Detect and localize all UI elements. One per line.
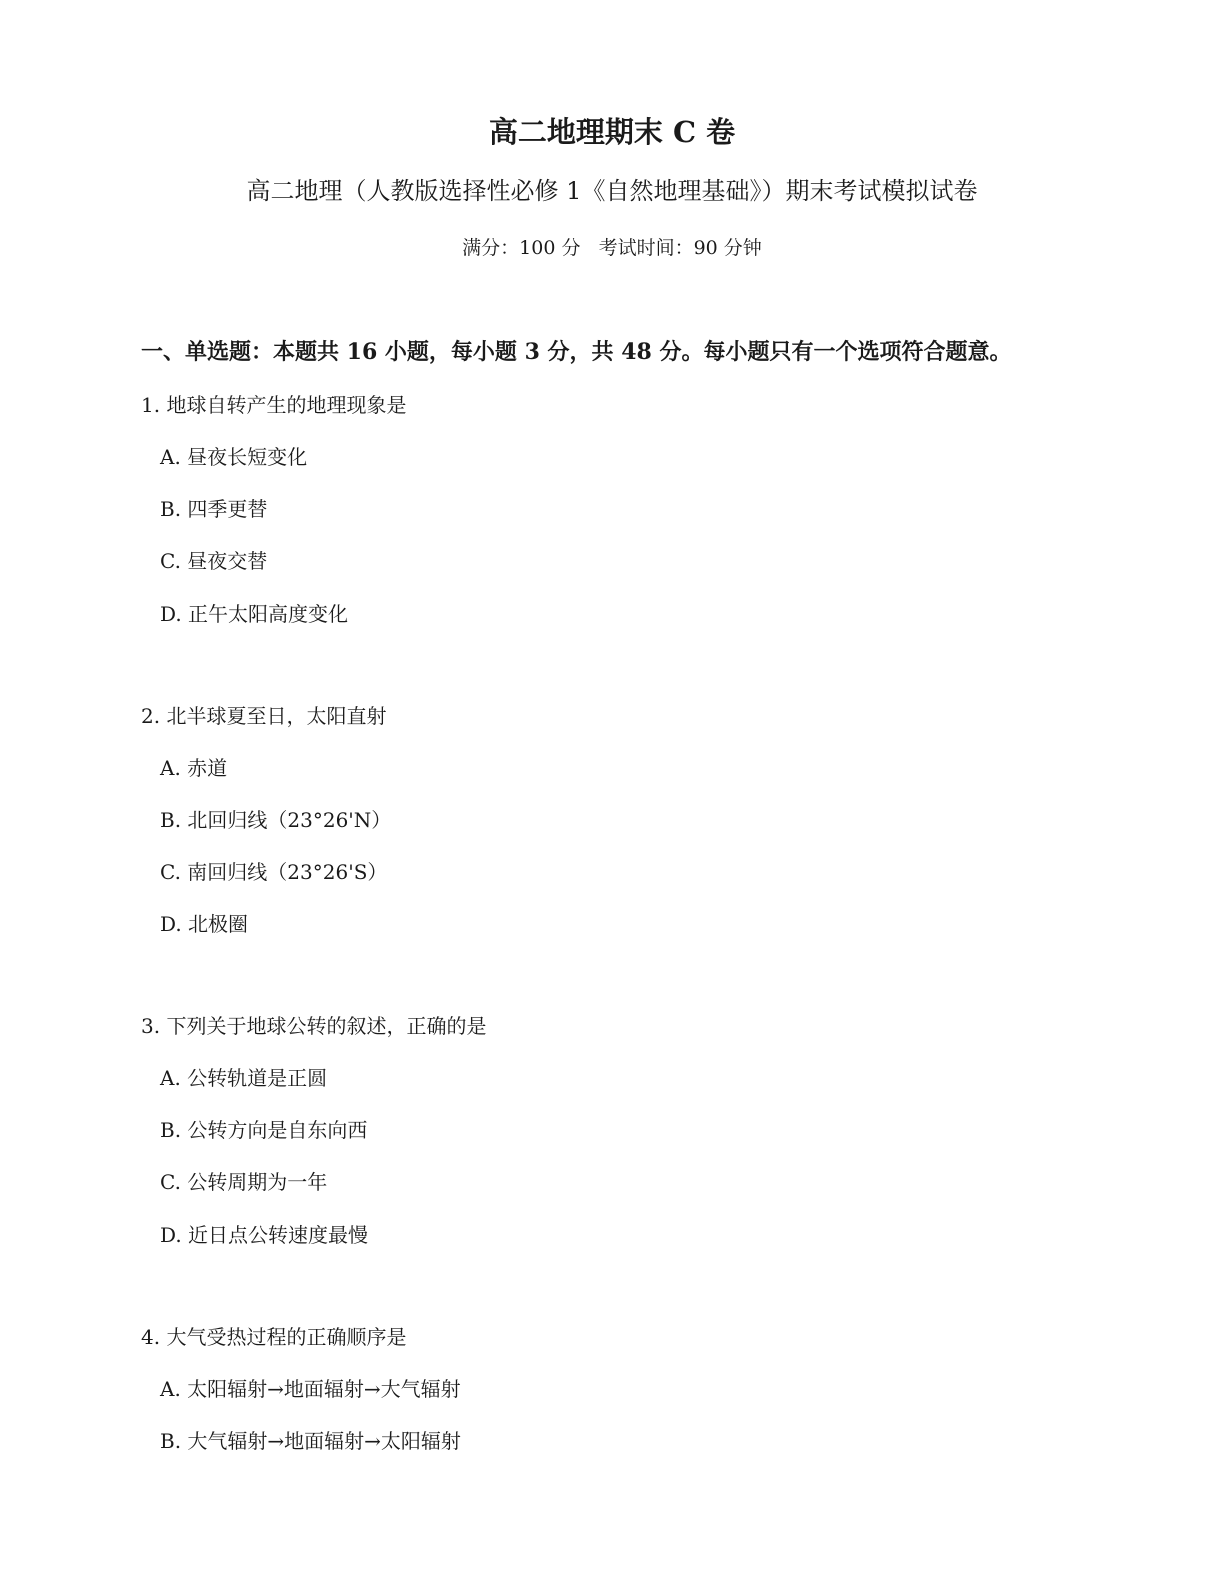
question-option: B. 北回归线（23°26'N）: [160, 808, 392, 832]
question-stem: 4. 大气受热过程的正确顺序是: [141, 1325, 407, 1349]
question-option: D. 北极圈: [160, 912, 249, 936]
question-option: A. 昼夜长短变化: [160, 445, 308, 469]
question-option: A. 赤道: [160, 756, 228, 780]
question-option: C. 公转周期为一年: [160, 1170, 328, 1194]
question-option: A. 太阳辐射→地面辐射→大气辐射: [160, 1377, 461, 1401]
exam-title: 高二地理期末 C 卷: [488, 115, 736, 149]
question-option: A. 公转轨道是正圆: [160, 1066, 328, 1090]
question-option: D. 近日点公转速度最慢: [160, 1223, 369, 1247]
question-option: B. 大气辐射→地面辐射→太阳辐射: [160, 1429, 461, 1453]
question-stem: 1. 地球自转产生的地理现象是: [141, 393, 407, 417]
question-option: B. 公转方向是自东向西: [160, 1118, 368, 1142]
section-heading: 一、单选题：本题共 16 小题，每小题 3 分，共 48 分。每小题只有一个选项符合题意。: [141, 339, 1012, 365]
question-option: C. 南回归线（23°26'S）: [160, 860, 388, 884]
question-stem: 2. 北半球夏至日，太阳直射: [141, 704, 387, 728]
question-stem: 3. 下列关于地球公转的叙述，正确的是: [141, 1014, 487, 1038]
question-option: C. 昼夜交替: [160, 549, 268, 573]
question-option: B. 四季更替: [160, 497, 268, 521]
exam-meta: 满分：100 分 考试时间：90 分钟: [462, 237, 762, 259]
question-option: D. 正午太阳高度变化: [160, 602, 349, 626]
exam-subtitle: 高二地理（人教版选择性必修 1《自然地理基础》）期末考试模拟试卷: [246, 177, 978, 205]
